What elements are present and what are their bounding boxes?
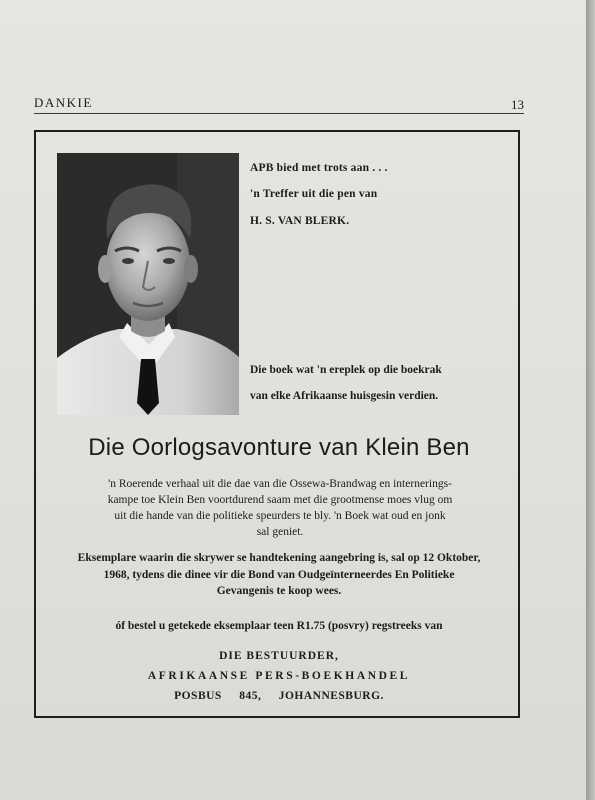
signed-copies-notice [56,550,502,600]
signed-line: 1968, tydens die dinee vir die Bond van Oudgeïnterneerdes En Politieke [103,568,455,581]
intro-line: 'n Treffer uit die pen van [250,188,378,200]
book-title: Die Oorlogsavonture van Klein Ben [88,434,470,461]
blurb-line: sal geniet. [256,526,304,538]
intro-line: APB bied met trots aan . . . [250,162,388,174]
blurb-line: 'n Roerende verhaal uit die dae van die Ossewa-Brandwag en internerings- [108,478,452,490]
running-title: DANKIE [34,95,93,110]
publisher-address [36,646,522,706]
page-number: 13 [511,97,524,112]
author-portrait [57,153,239,415]
address-line: POSBUS 845, JOHANNESBURG. [174,690,384,702]
running-head [34,95,524,114]
signed-line: Eksemplare waarin die skrywer se handtekening aangebring is, sal op 12 Oktober, [77,552,481,564]
signed-line: Gevangenis te koop wees. [216,585,342,597]
blurb-line: uit die hande van die politieke speurders te bly. 'n Boek wat oud en jonk [114,510,446,522]
blurb-line: kampe toe Klein Ben voortdurend saam met die grootmense moes vlug om [107,494,453,506]
address-line: DIE BESTUURDER, [219,650,339,662]
tagline-line: Die boek wat 'n ereplek op die boekrak [250,364,442,376]
address-line: AFRIKAANSE PERS-BOEKHANDEL [147,670,411,682]
page-edge [586,0,595,800]
advertisement-frame [34,130,520,718]
tagline-line: van elke Afrikaanse huisgesin verdien. [250,390,439,402]
book-blurb [80,476,480,540]
order-line: óf bestel u getekede eksemplaar teen R1.75 (posvry) regstreeks van [115,620,443,632]
author-name: H. S. VAN BLERK. [250,215,350,227]
